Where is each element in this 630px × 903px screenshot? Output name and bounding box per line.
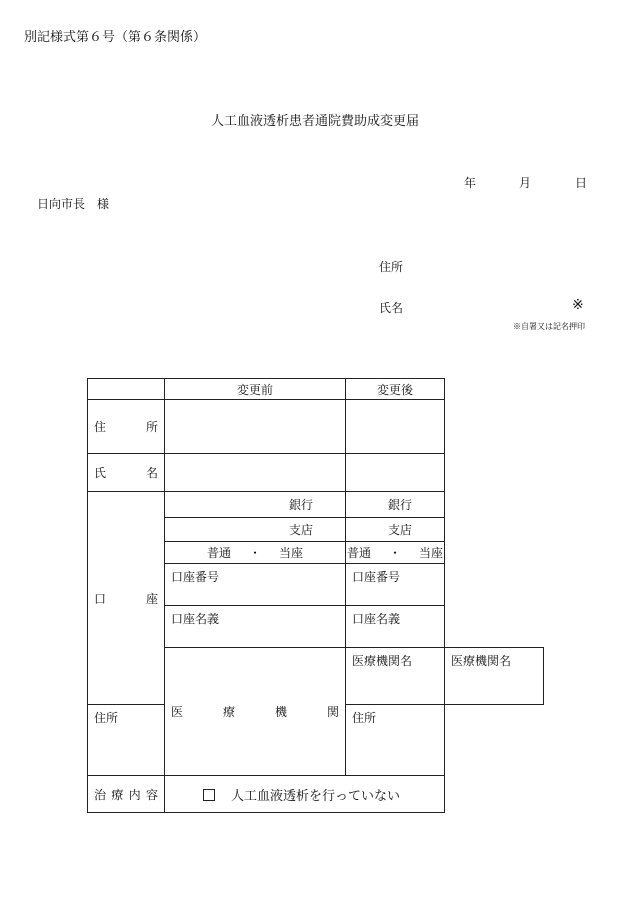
header-corner-cell	[88, 379, 165, 400]
name-row-char: 名	[145, 466, 158, 480]
change-form-table	[87, 378, 544, 813]
seal-note: ※自署又は記名押印	[513, 322, 585, 331]
address-row-char: 所	[145, 420, 158, 434]
name-row-header	[88, 454, 165, 492]
account-type-current[interactable]: 当座	[279, 546, 304, 560]
name-before-field[interactable]	[165, 454, 346, 492]
institution-before-field[interactable]: 医療機関名	[346, 648, 445, 705]
account-number-after-field[interactable]: 口座番号	[346, 564, 445, 606]
account-type-ordinary[interactable]: 普通	[206, 546, 231, 560]
treatment-check-cell	[165, 776, 445, 813]
name-row-char: 氏	[94, 466, 107, 480]
account-row-char: 口	[94, 591, 107, 606]
branch-after-field[interactable]: 支店	[346, 518, 445, 542]
name-row	[88, 454, 544, 492]
name-after-field[interactable]	[346, 454, 445, 492]
account-number-before-field[interactable]: 口座番号	[165, 564, 346, 606]
medical-row-header	[165, 648, 346, 776]
bank-before-field[interactable]: 銀行	[165, 492, 346, 518]
account-row-char: 座	[145, 591, 158, 606]
seal-mark: ※	[572, 297, 584, 313]
account-row-header	[88, 492, 165, 705]
bank-row	[88, 492, 544, 518]
table-header-row	[88, 379, 544, 400]
account-type-after[interactable]	[346, 542, 445, 564]
account-holder-before-field[interactable]: 口座名義	[165, 606, 346, 648]
form-label: 別記様式第６号（第６条関係）	[24, 30, 207, 45]
medical-row-char: 関	[326, 705, 339, 719]
applicant-address-label: 住所	[379, 260, 404, 274]
medical-row-char: 療	[222, 705, 235, 719]
no-dialysis-label: 人工血液透析を行っていない	[231, 788, 401, 804]
address-row-header	[88, 400, 165, 454]
addressee: 日向市長 様	[37, 197, 110, 211]
address-row-char: 住	[94, 420, 107, 434]
col-after-header: 変更後	[346, 379, 445, 400]
applicant-name-label: 氏名	[379, 301, 404, 315]
medical-row-char: 機	[274, 705, 287, 719]
account-type-separator: ・	[388, 546, 401, 560]
account-type-before[interactable]	[165, 542, 346, 564]
col-before-header: 変更前	[165, 379, 346, 400]
treatment-row-char: 内	[128, 787, 141, 802]
branch-before-field[interactable]: 支店	[165, 518, 346, 542]
address-after-field[interactable]	[346, 400, 445, 454]
institution-after-field[interactable]: 医療機関名	[445, 648, 544, 705]
account-type-ordinary[interactable]: 普通	[346, 546, 371, 560]
address-row	[88, 400, 544, 454]
account-type-separator: ・	[248, 546, 261, 560]
date-day-label: 日	[575, 176, 588, 190]
bank-after-field[interactable]: 銀行	[346, 492, 445, 518]
date-year-label: 年	[464, 176, 477, 190]
treatment-row-char: 療	[111, 787, 124, 802]
address-before-field[interactable]	[165, 400, 346, 454]
treatment-row-char: 治	[94, 787, 107, 802]
institution-address-after-field[interactable]: 住所	[346, 705, 445, 776]
no-dialysis-checkbox[interactable]	[203, 789, 215, 801]
treatment-row-header	[88, 776, 165, 813]
account-type-current[interactable]: 当座	[419, 546, 444, 560]
medical-row-char: 医	[171, 705, 184, 719]
institution-address-before-field[interactable]: 住所	[88, 705, 165, 776]
treatment-row-char: 容	[145, 787, 158, 802]
date-month-label: 月	[519, 176, 532, 190]
document-title: 人工血液透析患者通院費助成変更届	[210, 114, 419, 129]
treatment-row	[88, 776, 544, 813]
account-holder-after-field[interactable]: 口座名義	[346, 606, 445, 648]
